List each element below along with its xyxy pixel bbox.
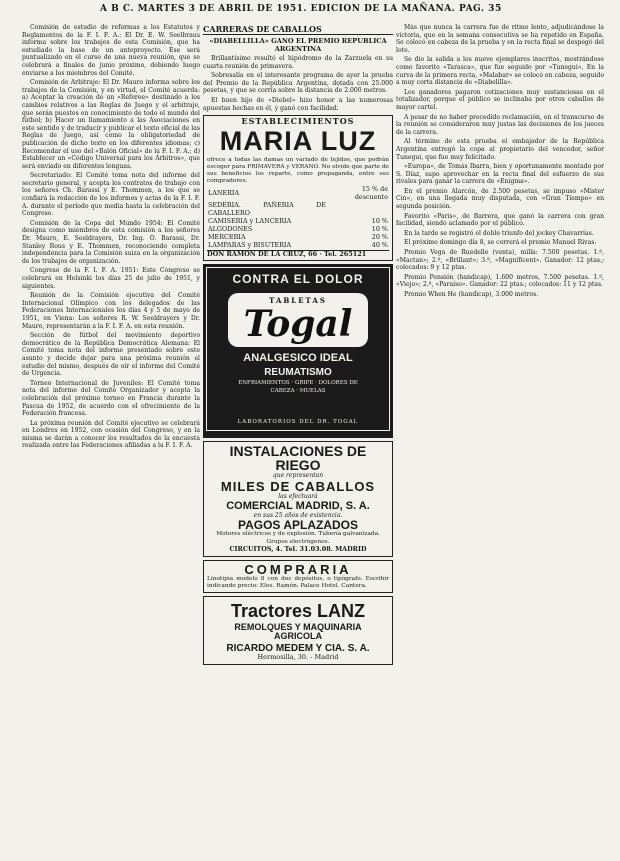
table-cell: 10 % bbox=[371, 224, 388, 233]
table-cell: MERCERIA bbox=[208, 232, 246, 241]
page-header: A B C. MARTES 3 DE ABRIL DE 1951. EDICION DE LA MAÑANA. PAG. 35 bbox=[100, 4, 502, 14]
article-paragraph: Más que nunca la carrera fue de ritmo lento, adjudicándose la victoria, que en la semana consecutiva se ha repetido en España. Se colocó en cabeza de la prueba y en la recta final se despegó del lote. bbox=[396, 24, 604, 54]
ad-togal-top: CONTRA EL DOLOR bbox=[232, 272, 364, 287]
ad-compraria bbox=[203, 560, 393, 593]
table-cell: LANERIA bbox=[208, 188, 240, 197]
column-right bbox=[396, 24, 604, 852]
article-paragraph: Sección de fútbol del movimiento deportivo democrático de la República Democrática Alemana: El Comité toma nota del informe presentado sobre este asunto y decide dejar para una próxima reunión el estudio del mismo, después de oír el informe del Comité de Urgencia. bbox=[22, 332, 200, 378]
article-paragraph: En el premio Alarcón, de 2.500 pesetas, se impuso «Mister Cin», en una llegada muy disputada, con «Gran Tiempo» en segunda posición. bbox=[396, 187, 604, 211]
ad-maria-luz bbox=[203, 115, 393, 261]
ad-togal bbox=[203, 264, 393, 438]
article-paragraph: Secretariado: El Comité toma nota del informe del secretario general, y acepta los contratos de trabajo con los señores Ch. Barassi y E. Thommen, a los que se confiará la redacción de los informes y actas de la F. I. F. A. durante el período que media hasta la celebración del Congreso. bbox=[22, 172, 200, 218]
article-paragraph: Reunión de la Comisión ejecutiva del Comité Internacional Olímpico con los delegados de las Federaciones Internacionales los días 4 y 5 de mayo de 1951, en Viena: Los señores R. W. Seeldrayers y Dr. Mauro, representarán a la F. I. F. A. en esta reunión. bbox=[22, 292, 200, 330]
table-row bbox=[207, 217, 389, 225]
table-cell: SEDERIA. PAÑERIA DE CABALLERO bbox=[208, 200, 326, 217]
ad-lanz-sub1: REMOLQUES Y MAQUINARIA bbox=[234, 621, 362, 632]
ad-riego-company: COMERCIAL MADRID, S. A. bbox=[226, 499, 370, 512]
article-paragraph: El próximo domingo día 8, se correrá el premio Manuel Rivas. bbox=[404, 239, 597, 247]
ad-togal-footer: LABORATORIOS DEL DR. TOGAL bbox=[237, 418, 359, 425]
article-paragraph: Torneo Internacional de Juveniles: El Comité toma nota del informe del Comité Organizador y acepta la celebración del próximo torneo en Francia durante la Pascua de 1952, de acuerdo con el ofrecimiento de la Federación francesa. bbox=[22, 379, 200, 418]
article-paragraph: Sobresalía en el interesante programa de ayer la prueba del Premio de la República Argentina, dotada con 25.000 pesetas, y que se corría sobre la distancia de 2.000 metros. bbox=[203, 72, 393, 95]
article-paragraph: El buen hijo de «Diebel» hizo honor a las numerosas apuestas hechas en él, y ganó con facilidad. bbox=[203, 96, 393, 112]
article-paragraph: Brillantísimo resultó el hipódromo de la Zarzuela en su cuarta reunión de primavera. bbox=[203, 55, 393, 70]
ad-riego-sub2: MILES DE CABALLOS bbox=[220, 478, 376, 494]
ad-lanz bbox=[203, 596, 393, 665]
ad-lanz-company: RICARDO MEDEM Y CIA. S. A. bbox=[226, 642, 370, 654]
ad-maria-title: ESTABLECIMIENTOS bbox=[241, 116, 355, 127]
table-row bbox=[207, 225, 389, 233]
article-paragraph: Comisión de estudio de reformas a los Estatutos y Reglamentos de la F. I. F. A.: El Dr. E. W. Seelbraus informa sobre los trabajos de esta Comisión, que ha estudiado la base de un anteproyecto. Ese será puntualizado en el curso de una nueva reunión, que se celebrará a finales de junio próximo, debiendo luego enviarse a los miembros del Comité. bbox=[22, 24, 200, 77]
table-cell: ALGODONES bbox=[208, 224, 253, 233]
ad-compraria-title: COMPRARIA bbox=[244, 561, 352, 577]
table-cell: 15 % de descuento bbox=[354, 184, 388, 201]
article-paragraph: Al término de esta prueba el embajador de la República Argentina entregó la copa al propietario del vencedor, señor Tunegui, que fue muy felicitado. bbox=[396, 138, 604, 161]
discount-table bbox=[207, 185, 389, 249]
article-paragraph: Comisión de la Copa del Mundo 1954: El Comité designa como miembros de esta comisión a los señores Dr. Mauro, E. Seeldrayers, Dr. Ing. O. Barassi, Dr. Stanley Rous y E. Thommen, reconociendo completa independencia para la Comisión suiza en la organización de los trabajos de organización. bbox=[22, 219, 200, 265]
ad-lanz-address: Hermosilla, 30. - Madrid bbox=[257, 652, 339, 661]
table-cell bbox=[327, 201, 389, 217]
column-left bbox=[22, 24, 200, 852]
ad-riego-sub5: Motores eléctricos y de explosión. Tubería galvanizada. Grupos electrógenos. bbox=[216, 531, 380, 545]
ad-lanz-title: Tractores LANZ bbox=[230, 600, 366, 621]
ad-togal-frame bbox=[206, 267, 390, 431]
article-headline: «DIABELLILLA» GANO EL PREMIO REPUBLICA ARGENTINA bbox=[209, 37, 387, 53]
ad-togal-brand: Togal bbox=[243, 302, 353, 345]
table-cell: LAMPARAS y BISUTERIA bbox=[208, 240, 292, 249]
table-cell: 20 % bbox=[371, 232, 388, 241]
table-cell: 10 % bbox=[371, 216, 388, 225]
ad-riego-sub4: en sus 25 años de existencia. bbox=[253, 511, 343, 519]
article-paragraph: En la tarde se registró el doble triunfo del jockey Chavarrías. bbox=[404, 229, 594, 237]
table-cell: 40 % bbox=[371, 240, 388, 249]
article-paragraph: Premio Pensión (handicap), 1.600 metros, 7.500 pesetas. 1.º, «Viejo»; 2.º, «Paraíso». Ganador: 22 ptas.; colocados: 11 y 12 ptas. bbox=[396, 273, 604, 289]
ad-riego-title: INSTALACIONES DE RIEGO bbox=[229, 443, 367, 474]
column-middle bbox=[203, 24, 393, 852]
article-paragraph: Comisión de Arbitraje: El Dr. Mauro informa sobre los trabajos de la Comisión, y en virtud, el Comité acuerda: a) Aceptar la creación de un «Referee» destinado a los cambios relativos a las Reglas de Juego y el arbitraje, que serán puestos en conocimiento de todo el mundo del fútbol; b) Hacer un llamamiento a las Asociaciones en este sentido y de traducir y publicar el texto oficial de las Reglas de Juego, así como la obligatoriedad de publicación de dicho texto en los diferentes idiomas; c) Recomendar el uso del «Balón Oficial» de la F. I. F. A.; d) Establecer un «Código Universal para los Árbitros», que será enviado en diferentes lenguas. bbox=[22, 79, 200, 170]
ad-compraria-body: Linotipia modelo 8 con dos depósitos, o tipógrafo. Escribir indicando precio: Elos. Ramón. Palace Hotel. Cantera. bbox=[207, 575, 389, 589]
ad-riego-address: CIRCUITOS, 4. Tel. 31.03.08. MADRID bbox=[229, 545, 367, 554]
article-paragraph: Los ganadores pagaron cotizaciones muy sustanciosas en el totalizador, porque el público se inclinaba por otros caballos de mayor cartel. bbox=[396, 88, 604, 111]
ad-maria-name: MARIA LUZ bbox=[219, 125, 377, 156]
article-paragraph: Premio When He (handicap), 3.000 metros. bbox=[404, 291, 539, 298]
ad-togal-subtitle: ANALGESICO IDEAL bbox=[243, 351, 353, 364]
ad-riego bbox=[203, 441, 393, 557]
ad-togal-tablets: TABLETAS bbox=[269, 296, 327, 306]
article-paragraph: Favorito «Paris», de Barrera, que ganó la carrera con gran facilidad, siendo aclamado por el público. bbox=[396, 212, 604, 228]
table-row bbox=[207, 241, 389, 249]
ad-maria-address: DON RAMON DE LA CRUZ, 66 · Tel. 265121 bbox=[207, 250, 389, 259]
ad-riego-payments: PAGOS APLAZADOS bbox=[237, 518, 358, 533]
ad-riego-sub3: las efectuará bbox=[278, 492, 318, 500]
article-paragraph: Premio Vega de Ruedelle (venta), milla: 7.500 pesetas. 1.º, «Mactan»; 2.º, «Brillant»; 3.º, «Magníficent». Ganador: 12 ptas.; colocados: 9 y 12 ptas. bbox=[396, 249, 604, 272]
ad-maria-body: ofrece a todas las damas un variado de tejidos, que podrán escoger para PRIMAVERA y VERANO. No olvide que parte de sus beneficios los reparte, como propaganda, entre sus compradores. bbox=[207, 156, 389, 184]
article-paragraph: «Europa», de Tomás Ibarra, bien y oportunamente montado por S. Díaz, supo aprovechar en la recta final del esfuerzo de sus rivales para ganar la carrera de «Enigma». bbox=[396, 163, 604, 186]
article-paragraph: La próxima reunión del Comité ejecutivo se celebrará en Londres en 1952, con ocasión del Congreso, y en la misma se darán a conocer los resultados de la encuesta realizada entre las Federaciones afiliadas a la F. I. F. A. bbox=[22, 419, 200, 450]
table-cell: CAMISERIA y LANCERIA bbox=[208, 216, 292, 225]
ad-togal-box bbox=[228, 293, 368, 347]
table-row bbox=[207, 201, 389, 217]
table-row bbox=[207, 185, 389, 201]
ad-togal-line1: REUMATISMO bbox=[264, 366, 332, 378]
ad-lanz-sub2: AGRICOLA bbox=[274, 630, 322, 641]
article-paragraph: A pesar de no haber precedido reclamación, en el transcurso de la reunión se consideraron muy justas las decisiones de los jueces de la carrera. bbox=[396, 113, 604, 136]
article-paragraph: Congreso de la F. I. F. A. 1951: Este Congreso se celebrará en Helsinki los días 25 de julio de 1951, y siguientes. bbox=[22, 267, 200, 290]
article-paragraph: Se dio la salida a los nueve ejemplares inscritos, mostrándose como favorito «Tarasca», que fue seguido por «Tunegui». En la curva de la primera recta, «Malabar» se colocó en cabeza, seguido a muy corta distancia de «Diabelilla». bbox=[396, 56, 604, 87]
ad-togal-line2: ENFRIAMIENTOS · GRIPE · DOLORES DE CABEZA · MUELAS bbox=[238, 379, 358, 394]
table-row bbox=[207, 233, 389, 241]
ad-riego-sub1: que representan bbox=[272, 472, 324, 480]
section-title: CARRERAS DE CABALLOS bbox=[203, 24, 393, 35]
